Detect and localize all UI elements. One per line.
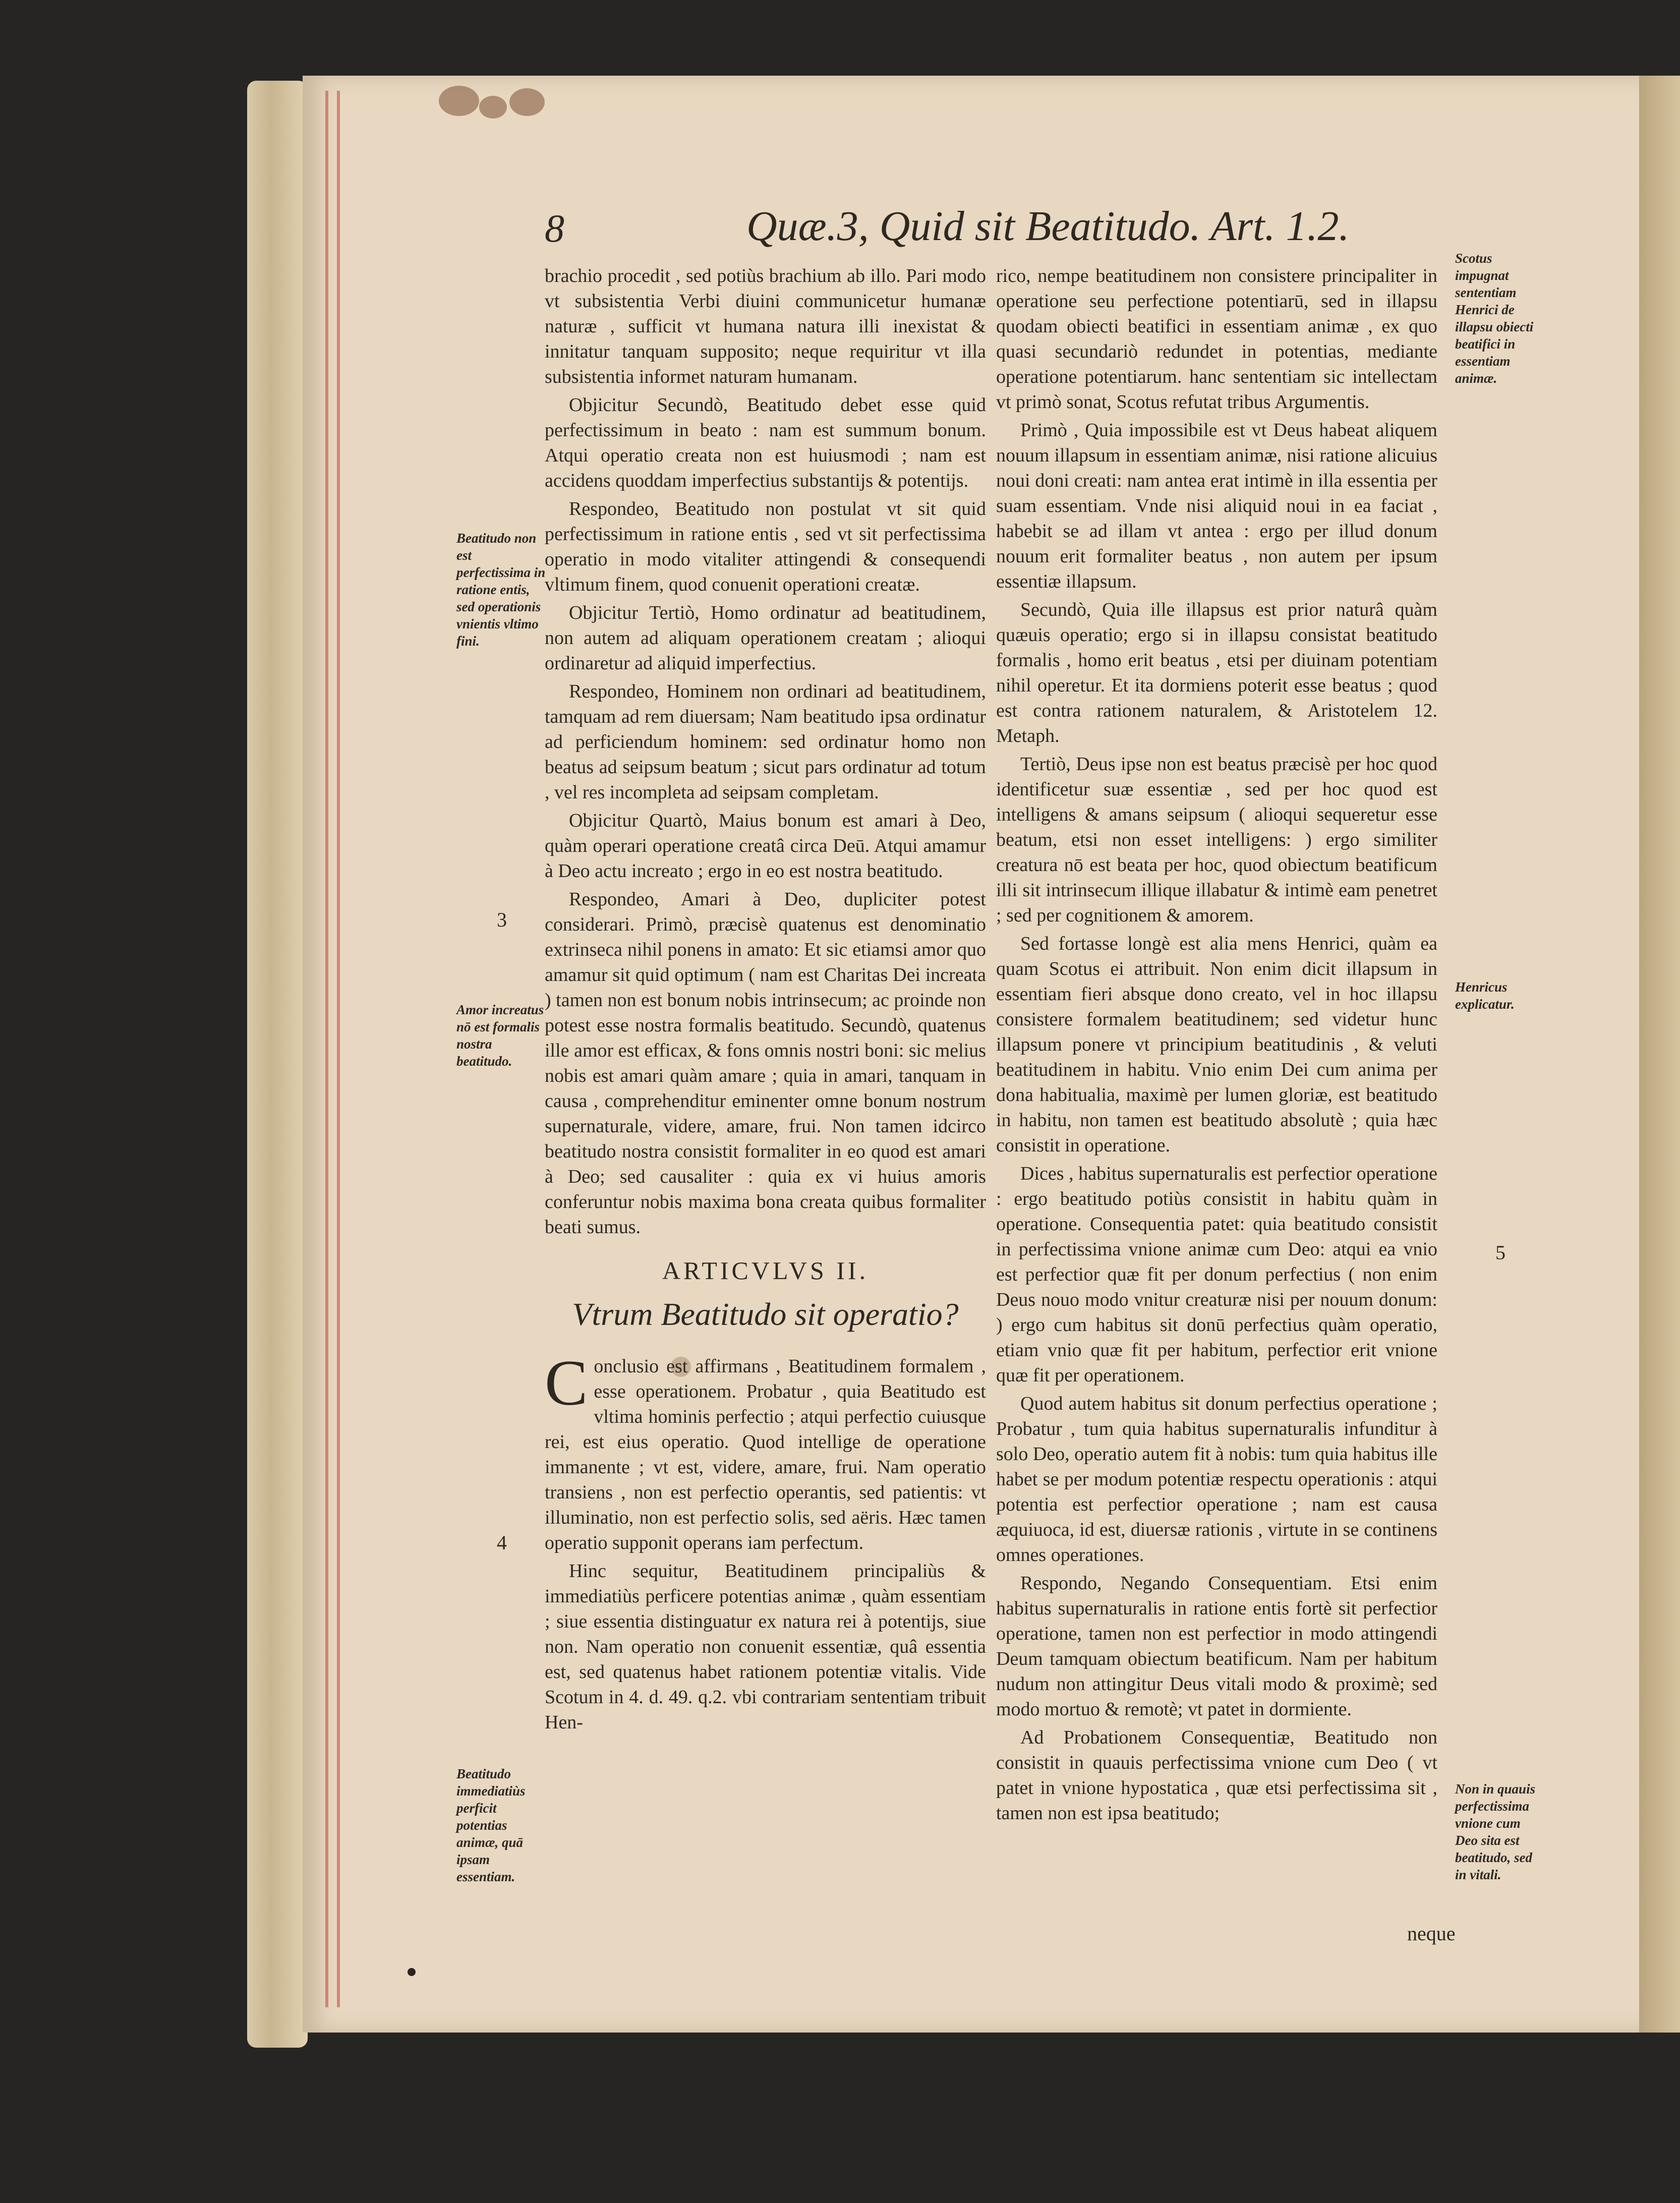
paragraph: Respondeo, Amari à Deo, dupliciter potest considerari. Primò, præcisè quatenus est denominatio extrinseca nihil ponens in amato: Et sic etiamsi amor quo amamur sit quid optimum ( nam est Charitas Dei increata ) tamen non est bonum nobis intrinsecum; ac proinde non potest esse nostra formalis beatitudo. Secundò, quatenus ille amor est efficax, & fons omnis nostri boni: sic melius nobis est amari quàm amare ; quia in amari, tanquam in causa , comprehenditur eminenter omne bonum nostrum supernaturale, videre, amare, frui. Non tamen idcirco beatitudo nostra consistit formaliter in eo quod est amari à Deo; sed causaliter : quia ex vi huius amoris conferuntur nobis maxima bona creata quibus formaliter beati sumus. bbox=[545, 889, 986, 1238]
paragraph: Respondeo, Beatitudo non postulat vt sit quid perfectissimum in ratione entis , sed vt sit perfectissima operatio in modo vitaliter attingendi & consequendi vltimum finem, quod conuenit operationi creatæ. bbox=[545, 498, 986, 595]
margin-number: 3 bbox=[497, 908, 507, 931]
right-text-column bbox=[996, 263, 1437, 1953]
paragraph: Respondo, Negando Consequentiam. Etsi enim habitus supernaturalis in ratione entis fortè sit perfectior operatione, tamen non est perfectior in modo attingendi Deum tamquam obiectum beatificum. Nam per habitum nudum non attingitur Deus vitali modo & proximè; sed modo mortuo & remotè; vt patet in dormiente. bbox=[996, 1573, 1437, 1720]
paragraph: Tertiò, Deus ipse non est beatus præcisè per hoc quod identificetur suæ essentiæ , sed per hoc quod est intelligens & amans seipsum ( alioqui sequeretur esse beatum, etsi non esset intelligens: ) ergo similiter creatura nō est beata per hoc, quod obiectum beatificum illi sit intrinsecum illique illabatur & intimè eam penetret ; sed per cognitionem & amorem. bbox=[996, 753, 1437, 926]
red-edge-rule bbox=[337, 91, 340, 2007]
paragraph: Objicitur Tertiò, Homo ordinatur ad beatitudinem, non autem ad aliquam operationem creatam ; alioqui ordinaretur ad aliquid imperfectius. bbox=[545, 602, 986, 674]
ink-stain bbox=[479, 96, 507, 119]
red-edge-rule bbox=[325, 91, 328, 2007]
margin-note: Beatitudo non est perfectissima in ratione entis, sed operationis vnientis vltimo fini. bbox=[456, 531, 546, 649]
printer-dot bbox=[408, 2036, 416, 2044]
running-title: Quæ.3, Quid sit Beatitudo. Art. 1.2. bbox=[746, 203, 1350, 250]
paragraph: Primò , Quia impossibile est vt Deus habeat aliquem nouum illapsum in essentiam animæ, nisi ratione alicuius noui doni creati: nam antea erat intimè in illa essentia per suam essentiam. Vnde nisi aliquid noui in ea faciat , habebit se ad illam vt antea : ergo per illud donum nouum erit formaliter beatus , non autem per ipsum essentiæ illapsum. bbox=[996, 420, 1437, 592]
paragraph: rico, nempe beatitudinem non consistere principaliter in operatione seu perfectione potentiarū, sed in illapsu quodam obiecti beatifici in essentiam animæ , ex quo quasi secundariò redundet in potentias, mediante operatione potentiarum. hanc sententiam sic intellectam vt primò sonat, Scotus refutat tribus Argumentis. bbox=[996, 265, 1437, 413]
margin-note: Henricus explicatur. bbox=[1455, 979, 1515, 1012]
margin-note: Beatitudo immediatiùs perficit potentias animæ, quā ipsam essentiam. bbox=[456, 1766, 526, 1884]
page-header bbox=[545, 202, 1427, 257]
article-question: Vtrum Beatitudo sit operatio? bbox=[572, 1296, 959, 1332]
paragraph: Hinc sequitur, Beatitudinem principaliùs & immediatiùs perficere potentias animæ , quàm essentiam ; siue essentia distinguatur ex natura rei à potentijs, siue non. Nam operatio non conuenit essentiæ, quâ essentia est, sed quatenus habet rationem potentiæ vitalis. Vide Scotum in 4. d. 49. q.2. vbi contrariam sententiam tribuit Hen- bbox=[545, 1560, 986, 1733]
margin-note: Amor increatus nō est formalis nostra beatitudo. bbox=[456, 1002, 544, 1069]
margin-note: Scotus impugnat sententiam Henrici de illapsu obiecti beatifici in essentiam animæ. bbox=[1455, 251, 1534, 386]
paragraph: Secundò, Quia ille illapsus est prior naturâ quàm quæuis operatio; ergo si in illapsu consistat beatitudo formalis , homo erit beatus , etsi per diuinam potentiam nihil operetur. Et ita dormiens poterit esse beatus ; quod est contra rationem naturalem, & Aristotelem 12. Metaph. bbox=[996, 599, 1437, 746]
folio-number: 8 bbox=[545, 206, 564, 250]
ink-stain bbox=[509, 88, 545, 116]
paragraph: Respondeo, Hominem non ordinari ad beatitudinem, tamquam ad rem diuersam; Nam beatitudo ipsa ordinatur ad perficiendum hominem: sed ordinatur homo non beatus ad seipsum beatum ; sicut pars ordinatur ad totum , vel res incompleta ad seipsam completam. bbox=[545, 681, 986, 803]
article-opening-paragraph bbox=[545, 1347, 986, 1555]
left-text-column bbox=[545, 263, 986, 1953]
catchword: neque bbox=[1407, 1922, 1456, 1945]
book-spine bbox=[247, 81, 308, 2048]
paragraph: Quod autem habitus sit donum perfectius operatione ; Probatur , tum quia habitus supernaturalis infunditur à solo Deo, operatio autem fit à nobis: tum quia habitus ille habet se per modum potentiæ respectu operationis : atqui potentia est perfectior operatione ; nam est causa æquiuoca, id est, diuersæ rationis , virtute in se continens omnes operationes. bbox=[996, 1393, 1437, 1566]
printer-dot bbox=[408, 1968, 416, 1976]
paragraph: Ad Probationem Consequentiæ, Beatitudo non consistit in quauis perfectissima vnione cum Deo ( vt patet in vnione hypostatica , quæ etsi perfectissima sit , tamen non est ipsa beatitudo; bbox=[996, 1727, 1437, 1824]
article-heading: ARTICVLVS II. bbox=[662, 1256, 869, 1285]
ink-stain bbox=[439, 86, 479, 116]
margin-number: 4 bbox=[497, 1531, 507, 1554]
paragraph: Objicitur Secundò, Beatitudo debet esse quid perfectissimum in beato : nam est summum bonum. Atqui operatio creata non est huiusmodi ; nam est accidens quoddam imperfectius substantijs & potentijs. bbox=[545, 394, 986, 491]
paragraph-text: onclusio est affirmans , Beatitudinem formalem , esse operationem. Probatur , quia Beatitudo est vltima hominis perfectio ; atqui perfectio cuiusque rei, est eius operatio. Quod intellige de operatione immanente ; vt est, videre, amare, frui. Nam operatio transiens , non est perfectio operantis, sed patientis: vt illuminatio, non est perfectio solis, sed aëris. Hæc tamen operatio supponit operans iam perfectum. bbox=[545, 1356, 986, 1553]
paragraph: Objicitur Quartò, Maius bonum est amari à Deo, quàm operari operatione creatâ circa Deū. Atqui amamur à Deo actu increato ; ergo in eo est nostra beatitudo. bbox=[545, 810, 986, 882]
paragraph: Sed fortasse longè est alia mens Henrici, quàm ea quam Scotus ei attribuit. Non enim dicit illapsum in essentiam fieri absque dono creato, vel in hoc illapsu consistere formalem beatitudinem; sed videtur hunc illapsum ponere vt principium beatitudinis , & veluti beatitudinem in habitu. Vnio enim Dei cum anima per dona habitualia, maximè per lumen gloriæ, est beatitudo in habitu, non tamen est beatitudo absolutè ; quia hæc consistit in operatione. bbox=[996, 933, 1437, 1156]
paragraph: Dices , habitus supernaturalis est perfectior operatione : ergo beatitudo potiùs consistit in habitu quàm in operatione. Consequentia patet: quia beatitudo consistit in perfectissima vnione animæ cum Deo: atqui ea vnio est perfectior quæ fit per donum perfectius ( non enim Deus nouo modo vnitur creaturæ nisi per nouum donum: ) ergo cum habitus sit donū perfectius quàm operatio, etiam vnio quæ fit per habitum, perfectior erit vnione quæ fit per operationem. bbox=[996, 1163, 1437, 1386]
paragraph: brachio procedit , sed potiùs brachium ab illo. Pari modo vt subsistentia Verbi diuini communicetur humanæ naturæ , sufficit vt humana natura illi inexistat & innitatur tanquam supposito; neque requiritur vt illa subsistentia informet naturam humanam. bbox=[545, 265, 986, 387]
margin-note: Non in quauis perfectissima vnione cum Deo sita est beatitudo, sed in vitali. bbox=[1455, 1781, 1536, 1882]
drop-capital: C bbox=[545, 1347, 588, 1419]
margin-number: 5 bbox=[1495, 1241, 1505, 1264]
facing-page-edge bbox=[1639, 76, 1680, 2033]
